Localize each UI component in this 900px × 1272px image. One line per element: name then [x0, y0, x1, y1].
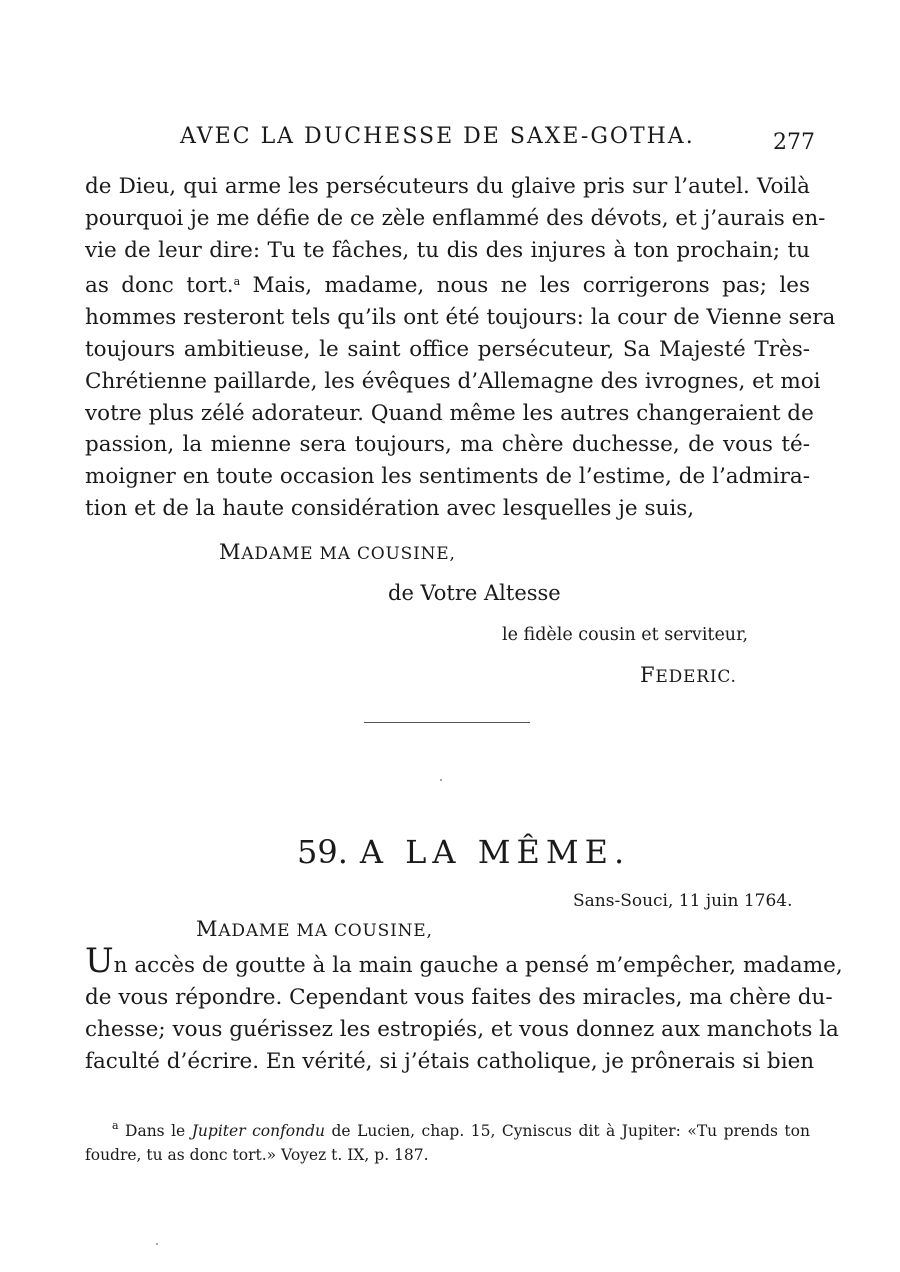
text-line: moigner en toute occasion les sentiments de l’estime, de l’admira- [85, 464, 810, 490]
footnote-marker: a [112, 1119, 119, 1132]
text-fragment: de Lucien, chap. 15, Cyniscus dit à Jupiter: «Tu prends ton [331, 1122, 810, 1140]
letter-title: A LA MÊME. [359, 833, 631, 871]
small-caps-initial: M [196, 917, 219, 941]
text-line: toujours ambitieuse, le saint office persécuteur, Sa Majesté Très- [85, 336, 810, 362]
drop-cap: U [85, 941, 114, 981]
section-divider [364, 722, 530, 723]
letter-1-body [85, 171, 836, 525]
work-title: Jupiter confondu [191, 1122, 326, 1140]
letter-number: 59. [297, 833, 348, 871]
small-caps-initial: M [219, 540, 242, 564]
signature [640, 663, 737, 687]
small-caps-rest: ADAME MA COUSINE, [241, 544, 456, 564]
footnote-marker: a [233, 275, 241, 289]
text-line: chesse; vous guérissez les estropiés, et vous donnez aux manchots la [85, 1017, 839, 1042]
salutation [196, 917, 433, 941]
text-line: votre plus zélé adorateur. Quand même les autres changeraient de [85, 400, 814, 426]
text-line: de vous répondre. Cependant vous faites des miracles, ma chère du- [85, 985, 833, 1010]
page-number: 277 [773, 130, 815, 155]
footnote [85, 1114, 810, 1167]
text-line: Chrétienne paillarde, les évêques d’Allemagne des ivrognes, et moi [85, 368, 821, 394]
print-speck [156, 1243, 158, 1245]
dateline: Sans-Souci, 11 juin 1764. [573, 891, 793, 911]
text-line: tion et de la haute considération avec lesquelles je suis, [85, 495, 695, 521]
running-head [0, 124, 900, 160]
small-caps-initial: F [640, 663, 656, 687]
footnote-line: foudre, tu as donc tort.» Voyez t. IX, p. 187. [85, 1146, 429, 1164]
text-line: vie de leur dire: Tu te fâches, tu dis des injures à ton prochain; tu [85, 237, 810, 263]
text-line: passion, la mienne sera toujours, ma chère duchesse, de vous té- [85, 432, 810, 458]
text-fragment: Dans le [125, 1122, 186, 1140]
print-speck [440, 779, 442, 781]
letter-heading [297, 833, 630, 871]
letter-2-body [85, 941, 843, 1078]
closing-line: de Votre Altesse [388, 581, 561, 605]
text-fragment: n accès de goutte à la main gauche a pensé m’empêcher, madame, [113, 953, 843, 978]
text-line: pourquoi je me défie de ce zèle enflammé des dévots, et j’aurais en- [85, 205, 826, 231]
small-caps-rest: EDERIC. [655, 667, 737, 687]
text-fragment: Mais, madame, nous ne les corrigerons pas; les [252, 273, 810, 299]
salutation [219, 540, 456, 564]
text-line-with-footnote [85, 266, 810, 302]
small-caps-rest: ADAME MA COUSINE, [218, 921, 433, 941]
footnote-line [85, 1114, 810, 1143]
text-line: faculté d’écrire. En vérité, si j’étais catholique, je prônerais si bien [85, 1049, 815, 1074]
text-line: hommes resteront tels qu’ils ont été toujours: la cour de Vienne sera [85, 305, 836, 331]
text-fragment: as donc tort. [85, 273, 234, 299]
running-title: AVEC LA DUCHESSE DE SAXE-GOTHA. [180, 124, 695, 149]
closing-line: le fidèle cousin et serviteur, [502, 625, 749, 645]
text-line-with-dropcap [85, 941, 843, 982]
text-line: de Dieu, qui arme les persécuteurs du glaive pris sur l’autel. Voilà [85, 174, 810, 199]
